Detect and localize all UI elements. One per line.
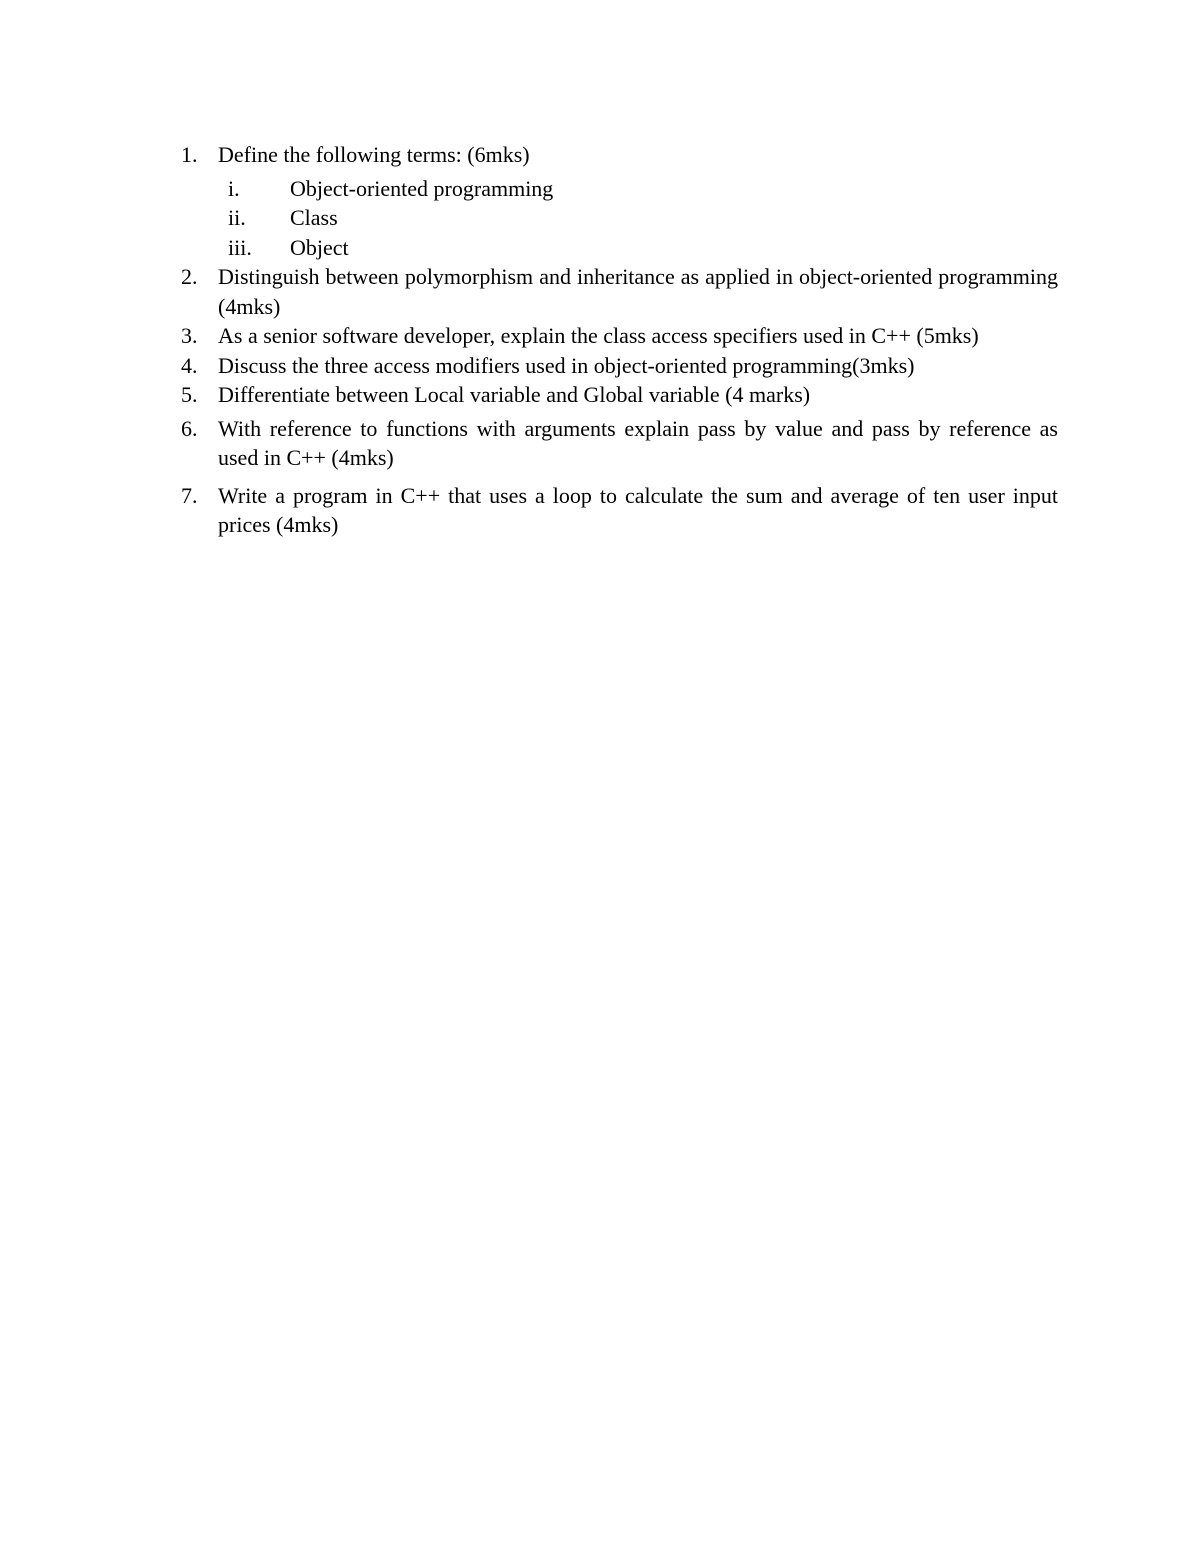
question-number: 7. — [181, 482, 198, 508]
question-number: 3. — [181, 323, 198, 348]
subitem-number: i. — [228, 175, 240, 201]
question-text: Write a program in C++ that uses a loop to calculate the sum and average of ten user input prices (4mks) — [218, 482, 1058, 537]
question-number: 1. — [181, 142, 198, 167]
subitem-list — [218, 174, 1058, 263]
question-text: Define the following terms: (6mks) — [218, 142, 530, 167]
question-3 — [176, 321, 1058, 351]
question-list — [176, 140, 1058, 540]
subitem-text: Object-oriented programming — [290, 175, 554, 201]
question-number: 2. — [181, 264, 198, 289]
subitem — [218, 203, 1058, 233]
question-6 — [176, 414, 1058, 473]
question-2 — [176, 262, 1058, 321]
subitem-text: Class — [290, 205, 338, 230]
question-number: 4. — [181, 352, 198, 378]
question-4 — [176, 351, 1058, 381]
question-number: 5. — [181, 382, 198, 407]
subitem-text: Object — [290, 234, 349, 260]
subitem — [218, 233, 1058, 263]
question-number: 6. — [181, 415, 198, 441]
subitem-number: iii. — [228, 234, 252, 260]
question-text: Discuss the three access modifiers used in object-oriented programming(3mks) — [218, 352, 915, 378]
question-text: Distinguish between polymorphism and inheritance as applied in object-oriented programming (4mks) — [218, 264, 1058, 319]
subitem-number: ii. — [228, 205, 246, 230]
question-7 — [176, 481, 1058, 540]
question-text: Differentiate between Local variable and Global variable (4 marks) — [218, 382, 811, 407]
question-text: As a senior software developer, explain the class access specifiers used in C++ (5mks) — [218, 323, 979, 348]
question-text: With reference to functions with arguments explain pass by value and pass by reference as used in C++ (4mks) — [218, 415, 1058, 470]
question-1 — [176, 140, 1058, 262]
subitem — [218, 174, 1058, 204]
question-5 — [176, 380, 1058, 410]
